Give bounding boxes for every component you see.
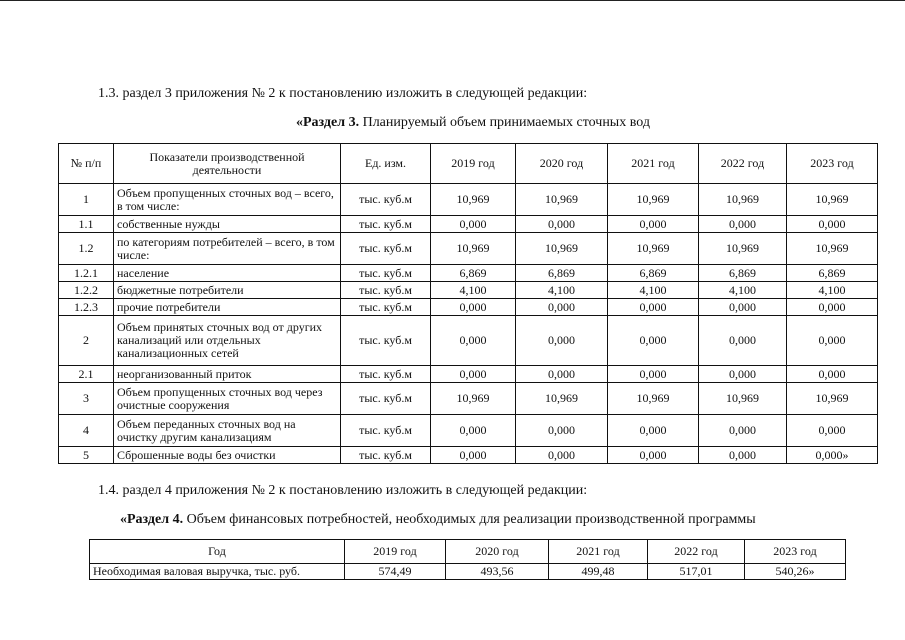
- financial-needs-table: [89, 539, 846, 580]
- year-value: 0,000: [608, 415, 699, 447]
- indicator-name: по категориям потребителей – всего, в том числе:: [114, 233, 341, 265]
- column-header: 2023 год: [787, 144, 878, 184]
- indicator-name: Объем переданных сточных вод на очистку другим канализациям: [114, 415, 341, 447]
- year-value: 0,000: [608, 366, 699, 383]
- year-value: 6,869: [608, 265, 699, 282]
- table-header-row: [59, 144, 878, 184]
- table-row: [59, 299, 878, 316]
- paragraph-1-3: 1.3. раздел 3 приложения № 2 к постановлению изложить в следующей редакции:: [98, 86, 588, 101]
- row-number: 1.2: [59, 233, 114, 265]
- row-number: 1.1: [59, 216, 114, 233]
- column-header: Год: [90, 540, 345, 564]
- year-value: 0,000»: [787, 447, 878, 464]
- unit: тыс. куб.м: [341, 447, 431, 464]
- table-row: [59, 184, 878, 216]
- table-row: [59, 383, 878, 415]
- row-number: 4: [59, 415, 114, 447]
- year-value: 10,969: [787, 184, 878, 216]
- row-number: 1.2.1: [59, 265, 114, 282]
- year-value: 0,000: [516, 316, 608, 366]
- table-row: [59, 233, 878, 265]
- indicator-name: Объем пропущенных сточных вод – всего, в том числе:: [114, 184, 341, 216]
- year-value: 10,969: [787, 233, 878, 265]
- table-row: [59, 415, 878, 447]
- year-value: 10,969: [516, 233, 608, 265]
- indicator-name: Объем пропущенных сточных вод через очистные сооружения: [114, 383, 341, 415]
- column-header: 2019 год: [431, 144, 516, 184]
- column-header: 2019 год: [345, 540, 446, 564]
- column-header: 2020 год: [446, 540, 549, 564]
- unit: тыс. куб.м: [341, 366, 431, 383]
- section-3-label: «Раздел 3.: [296, 115, 360, 130]
- unit: тыс. куб.м: [341, 415, 431, 447]
- year-value: 0,000: [608, 299, 699, 316]
- unit: тыс. куб.м: [341, 233, 431, 265]
- year-value: 4,100: [787, 282, 878, 299]
- year-value: 10,969: [608, 383, 699, 415]
- row-number: 2.1: [59, 366, 114, 383]
- indicator-name: неорганизованный приток: [114, 366, 341, 383]
- year-value: 10,969: [699, 383, 787, 415]
- year-value: 6,869: [431, 265, 516, 282]
- table-header-row: [90, 540, 846, 564]
- year-value: 10,969: [516, 184, 608, 216]
- top-rule: [0, 0, 905, 1]
- year-value: 10,969: [608, 184, 699, 216]
- table-row: [59, 316, 878, 366]
- row-number: 2: [59, 316, 114, 366]
- year-value: 499,48: [549, 564, 648, 580]
- year-value: 517,01: [648, 564, 745, 580]
- column-header: № п/п: [59, 144, 114, 184]
- year-value: 574,49: [345, 564, 446, 580]
- year-value: 0,000: [431, 415, 516, 447]
- year-value: 10,969: [431, 233, 516, 265]
- year-value: 4,100: [516, 282, 608, 299]
- column-header: Ед. изм.: [341, 144, 431, 184]
- column-header: Показатели производственной деятельности: [114, 144, 341, 184]
- unit: тыс. куб.м: [341, 316, 431, 366]
- year-value: 0,000: [787, 216, 878, 233]
- year-value: 0,000: [516, 299, 608, 316]
- year-value: 4,100: [699, 282, 787, 299]
- year-value: 540,26»: [745, 564, 846, 580]
- year-value: 0,000: [516, 216, 608, 233]
- year-value: 10,969: [516, 383, 608, 415]
- year-value: 0,000: [699, 415, 787, 447]
- paragraph-1-4: 1.4. раздел 4 приложения № 2 к постановлению изложить в следующей редакции:: [98, 483, 588, 498]
- row-number: 1: [59, 184, 114, 216]
- column-header: 2021 год: [549, 540, 648, 564]
- table-row: [59, 282, 878, 299]
- year-value: 0,000: [699, 447, 787, 464]
- section-3-title: Планируемый объем принимаемых сточных вод: [359, 115, 650, 130]
- year-value: 10,969: [699, 184, 787, 216]
- year-value: 0,000: [699, 366, 787, 383]
- row-number: 5: [59, 447, 114, 464]
- year-value: 4,100: [431, 282, 516, 299]
- year-value: 0,000: [431, 316, 516, 366]
- year-value: 0,000: [431, 447, 516, 464]
- year-value: 0,000: [699, 316, 787, 366]
- year-value: 0,000: [787, 366, 878, 383]
- column-header: 2022 год: [699, 144, 787, 184]
- year-value: 6,869: [699, 265, 787, 282]
- wastewater-volume-table: [58, 143, 878, 464]
- column-header: 2020 год: [516, 144, 608, 184]
- year-value: 10,969: [787, 383, 878, 415]
- column-header: 2021 год: [608, 144, 699, 184]
- year-value: 0,000: [699, 216, 787, 233]
- row-number: 3: [59, 383, 114, 415]
- section-4-title: Объем финансовых потребностей, необходимых для реализации производственной программы: [183, 512, 756, 527]
- table-row: [59, 265, 878, 282]
- year-value: 4,100: [608, 282, 699, 299]
- row-number: 1.2.3: [59, 299, 114, 316]
- year-value: 10,969: [431, 184, 516, 216]
- row-number: 1.2.2: [59, 282, 114, 299]
- year-value: 0,000: [516, 415, 608, 447]
- indicator-name: собственные нужды: [114, 216, 341, 233]
- unit: тыс. куб.м: [341, 216, 431, 233]
- year-value: 493,56: [446, 564, 549, 580]
- indicator-name: Объем принятых сточных вод от других канализаций или отдельных канализационных сетей: [114, 316, 341, 366]
- indicator-name: бюджетные потребители: [114, 282, 341, 299]
- year-value: 0,000: [608, 316, 699, 366]
- table-row: [90, 564, 846, 580]
- year-value: 6,869: [516, 265, 608, 282]
- table-row: [59, 216, 878, 233]
- unit: тыс. куб.м: [341, 265, 431, 282]
- section-4-label: «Раздел 4.: [120, 512, 184, 527]
- indicator-name: Сброшенные воды без очистки: [114, 447, 341, 464]
- year-value: 0,000: [787, 415, 878, 447]
- year-value: 0,000: [787, 299, 878, 316]
- unit: тыс. куб.м: [341, 282, 431, 299]
- year-value: 0,000: [516, 366, 608, 383]
- year-value: 0,000: [431, 216, 516, 233]
- year-value: 10,969: [699, 233, 787, 265]
- unit: тыс. куб.м: [341, 299, 431, 316]
- year-value: 0,000: [608, 447, 699, 464]
- year-value: 0,000: [431, 299, 516, 316]
- year-value: 0,000: [516, 447, 608, 464]
- section-3-heading: [296, 115, 650, 131]
- year-value: 10,969: [608, 233, 699, 265]
- column-header: 2023 год: [745, 540, 846, 564]
- year-value: 10,969: [431, 383, 516, 415]
- unit: тыс. куб.м: [341, 184, 431, 216]
- indicator-name: прочие потребители: [114, 299, 341, 316]
- table-row: [59, 447, 878, 464]
- indicator-name: население: [114, 265, 341, 282]
- year-value: 0,000: [431, 366, 516, 383]
- section-4-heading: [120, 512, 756, 528]
- unit: тыс. куб.м: [341, 383, 431, 415]
- table-row: [59, 366, 878, 383]
- year-value: 6,869: [787, 265, 878, 282]
- row-label: Необходимая валовая выручка, тыс. руб.: [90, 564, 345, 580]
- year-value: 0,000: [699, 299, 787, 316]
- year-value: 0,000: [608, 216, 699, 233]
- column-header: 2022 год: [648, 540, 745, 564]
- year-value: 0,000: [787, 316, 878, 366]
